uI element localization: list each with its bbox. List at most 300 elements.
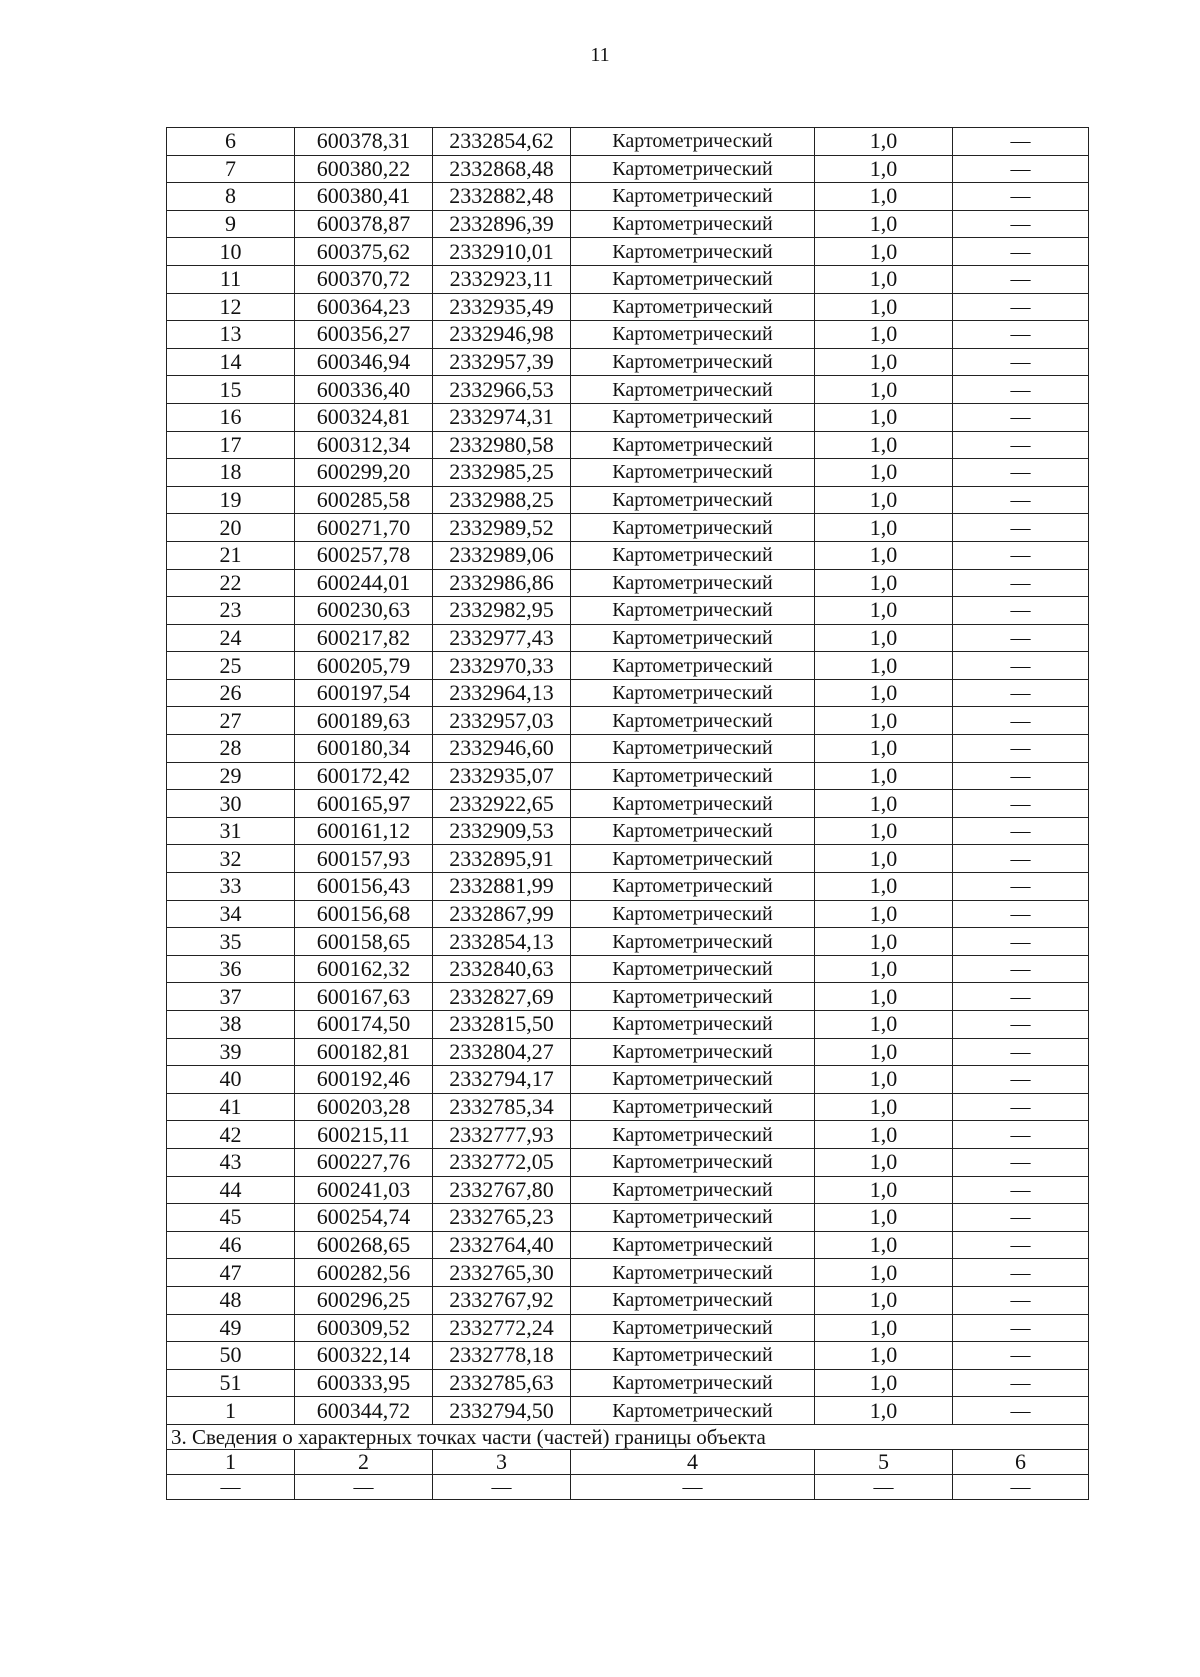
accuracy-cell: 1,0 (815, 293, 953, 321)
table-row (167, 265, 1089, 293)
method-cell: Картометрический (571, 321, 815, 349)
x-coordinate-cell: 600157,93 (295, 845, 433, 873)
description-cell: — (953, 486, 1089, 514)
x-coordinate-cell: 600344,72 (295, 1397, 433, 1425)
accuracy-cell: 1,0 (815, 1176, 953, 1204)
y-coordinate-cell: 2332772,24 (433, 1314, 571, 1342)
y-coordinate-cell: 2332986,86 (433, 569, 571, 597)
method-cell: Картометрический (571, 1231, 815, 1259)
empty-cell: — (571, 1474, 815, 1499)
accuracy-cell: 1,0 (815, 514, 953, 542)
x-coordinate-cell: 600380,22 (295, 155, 433, 183)
x-coordinate-cell: 600271,70 (295, 514, 433, 542)
description-cell: — (953, 1038, 1089, 1066)
x-coordinate-cell: 600346,94 (295, 348, 433, 376)
method-cell: Картометрический (571, 155, 815, 183)
accuracy-cell: 1,0 (815, 1286, 953, 1314)
section-3-title-row (167, 1424, 1089, 1449)
method-cell: Картометрический (571, 1066, 815, 1094)
table-row (167, 210, 1089, 238)
description-cell: — (953, 873, 1089, 901)
y-coordinate-cell: 2332882,48 (433, 183, 571, 211)
description-cell: — (953, 1066, 1089, 1094)
method-cell: Картометрический (571, 983, 815, 1011)
description-cell: — (953, 900, 1089, 928)
y-coordinate-cell: 2332935,49 (433, 293, 571, 321)
x-coordinate-cell: 600158,65 (295, 928, 433, 956)
y-coordinate-cell: 2332982,95 (433, 597, 571, 625)
point-number-cell: 22 (167, 569, 295, 597)
point-number-cell: 19 (167, 486, 295, 514)
method-cell: Картометрический (571, 652, 815, 680)
description-cell: — (953, 707, 1089, 735)
table-row (167, 348, 1089, 376)
method-cell: Картометрический (571, 955, 815, 983)
description-cell: — (953, 210, 1089, 238)
table-row (167, 376, 1089, 404)
method-cell: Картометрический (571, 210, 815, 238)
method-cell: Картометрический (571, 128, 815, 156)
description-cell: — (953, 293, 1089, 321)
point-number-cell: 20 (167, 514, 295, 542)
table-row (167, 431, 1089, 459)
point-number-cell: 1 (167, 1397, 295, 1425)
method-cell: Картометрический (571, 1204, 815, 1232)
table-row (167, 900, 1089, 928)
x-coordinate-cell: 600180,34 (295, 735, 433, 763)
description-cell: — (953, 431, 1089, 459)
point-number-cell: 9 (167, 210, 295, 238)
y-coordinate-cell: 2332794,50 (433, 1397, 571, 1425)
table-row (167, 762, 1089, 790)
point-number-cell: 23 (167, 597, 295, 625)
point-number-cell: 16 (167, 403, 295, 431)
method-cell: Картометрический (571, 459, 815, 487)
x-coordinate-cell: 600257,78 (295, 541, 433, 569)
table-row (167, 1231, 1089, 1259)
table-row (167, 486, 1089, 514)
table-row (167, 569, 1089, 597)
description-cell: — (953, 928, 1089, 956)
method-cell: Картометрический (571, 1011, 815, 1039)
method-cell: Картометрический (571, 1314, 815, 1342)
empty-cell: — (295, 1474, 433, 1499)
y-coordinate-cell: 2332946,98 (433, 321, 571, 349)
y-coordinate-cell: 2332974,31 (433, 403, 571, 431)
point-number-cell: 8 (167, 183, 295, 211)
x-coordinate-cell: 600322,14 (295, 1342, 433, 1370)
y-coordinate-cell: 2332772,05 (433, 1148, 571, 1176)
method-cell: Картометрический (571, 1397, 815, 1425)
x-coordinate-cell: 600189,63 (295, 707, 433, 735)
accuracy-cell: 1,0 (815, 155, 953, 183)
x-coordinate-cell: 600268,65 (295, 1231, 433, 1259)
y-coordinate-cell: 2332764,40 (433, 1231, 571, 1259)
point-number-cell: 41 (167, 1093, 295, 1121)
y-coordinate-cell: 2332957,03 (433, 707, 571, 735)
table-row (167, 707, 1089, 735)
point-number-cell: 13 (167, 321, 295, 349)
description-cell: — (953, 541, 1089, 569)
x-coordinate-cell: 600378,87 (295, 210, 433, 238)
y-coordinate-cell: 2332778,18 (433, 1342, 571, 1370)
table-row (167, 1038, 1089, 1066)
method-cell: Картометрический (571, 817, 815, 845)
table-row (167, 735, 1089, 763)
description-cell: — (953, 1093, 1089, 1121)
method-cell: Картометрический (571, 1093, 815, 1121)
point-number-cell: 43 (167, 1148, 295, 1176)
point-number-cell: 27 (167, 707, 295, 735)
description-cell: — (953, 624, 1089, 652)
y-coordinate-cell: 2332970,33 (433, 652, 571, 680)
accuracy-cell: 1,0 (815, 735, 953, 763)
x-coordinate-cell: 600299,20 (295, 459, 433, 487)
table-row (167, 955, 1089, 983)
point-number-cell: 30 (167, 790, 295, 818)
point-number-cell: 24 (167, 624, 295, 652)
table-row (167, 652, 1089, 680)
accuracy-cell: 1,0 (815, 983, 953, 1011)
method-cell: Картометрический (571, 928, 815, 956)
x-coordinate-cell: 600285,58 (295, 486, 433, 514)
x-coordinate-cell: 600197,54 (295, 679, 433, 707)
accuracy-cell: 1,0 (815, 817, 953, 845)
accuracy-cell: 1,0 (815, 1259, 953, 1287)
table-row (167, 597, 1089, 625)
table-row (167, 293, 1089, 321)
accuracy-cell: 1,0 (815, 845, 953, 873)
y-coordinate-cell: 2332767,80 (433, 1176, 571, 1204)
description-cell: — (953, 238, 1089, 266)
description-cell: — (953, 762, 1089, 790)
method-cell: Картометрический (571, 1286, 815, 1314)
header-cell: 1 (167, 1449, 295, 1474)
y-coordinate-cell: 2332989,52 (433, 514, 571, 542)
y-coordinate-cell: 2332867,99 (433, 900, 571, 928)
accuracy-cell: 1,0 (815, 1397, 953, 1425)
point-number-cell: 42 (167, 1121, 295, 1149)
method-cell: Картометрический (571, 403, 815, 431)
y-coordinate-cell: 2332977,43 (433, 624, 571, 652)
method-cell: Картометрический (571, 1342, 815, 1370)
x-coordinate-cell: 600296,25 (295, 1286, 433, 1314)
method-cell: Картометрический (571, 541, 815, 569)
point-number-cell: 29 (167, 762, 295, 790)
accuracy-cell: 1,0 (815, 486, 953, 514)
x-coordinate-cell: 600156,43 (295, 873, 433, 901)
description-cell: — (953, 1397, 1089, 1425)
description-cell: — (953, 817, 1089, 845)
table-row (167, 1342, 1089, 1370)
table-row (167, 128, 1089, 156)
accuracy-cell: 1,0 (815, 128, 953, 156)
y-coordinate-cell: 2332794,17 (433, 1066, 571, 1094)
accuracy-cell: 1,0 (815, 679, 953, 707)
table-row (167, 541, 1089, 569)
method-cell: Картометрический (571, 238, 815, 266)
table-row (167, 1286, 1089, 1314)
method-cell: Картометрический (571, 431, 815, 459)
table-row (167, 983, 1089, 1011)
description-cell: — (953, 348, 1089, 376)
accuracy-cell: 1,0 (815, 1148, 953, 1176)
table-row (167, 403, 1089, 431)
table-row (167, 1148, 1089, 1176)
method-cell: Картометрический (571, 679, 815, 707)
point-number-cell: 34 (167, 900, 295, 928)
x-coordinate-cell: 600162,32 (295, 955, 433, 983)
accuracy-cell: 1,0 (815, 873, 953, 901)
x-coordinate-cell: 600203,28 (295, 1093, 433, 1121)
point-number-cell: 37 (167, 983, 295, 1011)
x-coordinate-cell: 600333,95 (295, 1369, 433, 1397)
x-coordinate-cell: 600378,31 (295, 128, 433, 156)
method-cell: Картометрический (571, 486, 815, 514)
section-3-block (167, 1424, 1089, 1499)
x-coordinate-cell: 600370,72 (295, 265, 433, 293)
accuracy-cell: 1,0 (815, 955, 953, 983)
y-coordinate-cell: 2332910,01 (433, 238, 571, 266)
table-row (167, 817, 1089, 845)
point-number-cell: 17 (167, 431, 295, 459)
x-coordinate-cell: 600309,52 (295, 1314, 433, 1342)
description-cell: — (953, 1369, 1089, 1397)
description-cell: — (953, 679, 1089, 707)
accuracy-cell: 1,0 (815, 1093, 953, 1121)
table-row (167, 1011, 1089, 1039)
accuracy-cell: 1,0 (815, 1011, 953, 1039)
method-cell: Картометрический (571, 1176, 815, 1204)
accuracy-cell: 1,0 (815, 265, 953, 293)
description-cell: — (953, 1259, 1089, 1287)
point-number-cell: 39 (167, 1038, 295, 1066)
description-cell: — (953, 1286, 1089, 1314)
table-row (167, 1369, 1089, 1397)
section-3-title: 3. Сведения о характерных точках части (частей) границы объекта (167, 1424, 1089, 1449)
x-coordinate-cell: 600380,41 (295, 183, 433, 211)
description-cell: — (953, 1176, 1089, 1204)
page-number: 11 (590, 44, 610, 66)
accuracy-cell: 1,0 (815, 597, 953, 625)
accuracy-cell: 1,0 (815, 624, 953, 652)
y-coordinate-cell: 2332896,39 (433, 210, 571, 238)
y-coordinate-cell: 2332815,50 (433, 1011, 571, 1039)
method-cell: Картометрический (571, 707, 815, 735)
y-coordinate-cell: 2332895,91 (433, 845, 571, 873)
accuracy-cell: 1,0 (815, 376, 953, 404)
accuracy-cell: 1,0 (815, 569, 953, 597)
method-cell: Картометрический (571, 845, 815, 873)
point-number-cell: 10 (167, 238, 295, 266)
accuracy-cell: 1,0 (815, 238, 953, 266)
description-cell: — (953, 597, 1089, 625)
method-cell: Картометрический (571, 1369, 815, 1397)
description-cell: — (953, 321, 1089, 349)
x-coordinate-cell: 600324,81 (295, 403, 433, 431)
point-number-cell: 7 (167, 155, 295, 183)
y-coordinate-cell: 2332957,39 (433, 348, 571, 376)
point-number-cell: 49 (167, 1314, 295, 1342)
accuracy-cell: 1,0 (815, 762, 953, 790)
y-coordinate-cell: 2332966,53 (433, 376, 571, 404)
table-row (167, 238, 1089, 266)
method-cell: Картометрический (571, 293, 815, 321)
table-row (167, 459, 1089, 487)
description-cell: — (953, 459, 1089, 487)
accuracy-cell: 1,0 (815, 1038, 953, 1066)
y-coordinate-cell: 2332804,27 (433, 1038, 571, 1066)
point-number-cell: 26 (167, 679, 295, 707)
method-cell: Картометрический (571, 873, 815, 901)
description-cell: — (953, 955, 1089, 983)
table-row (167, 1259, 1089, 1287)
table-row (167, 1176, 1089, 1204)
x-coordinate-cell: 600165,97 (295, 790, 433, 818)
accuracy-cell: 1,0 (815, 1369, 953, 1397)
section-3-empty-row (167, 1474, 1089, 1499)
accuracy-cell: 1,0 (815, 1066, 953, 1094)
method-cell: Картометрический (571, 1148, 815, 1176)
y-coordinate-cell: 2332989,06 (433, 541, 571, 569)
accuracy-cell: 1,0 (815, 707, 953, 735)
x-coordinate-cell: 600172,42 (295, 762, 433, 790)
description-cell: — (953, 128, 1089, 156)
point-number-cell: 28 (167, 735, 295, 763)
y-coordinate-cell: 2332868,48 (433, 155, 571, 183)
x-coordinate-cell: 600205,79 (295, 652, 433, 680)
y-coordinate-cell: 2332922,65 (433, 790, 571, 818)
method-cell: Картометрический (571, 1259, 815, 1287)
table-row (167, 1397, 1089, 1425)
point-number-cell: 21 (167, 541, 295, 569)
point-number-cell: 36 (167, 955, 295, 983)
method-cell: Картометрический (571, 183, 815, 211)
accuracy-cell: 1,0 (815, 210, 953, 238)
method-cell: Картометрический (571, 569, 815, 597)
description-cell: — (953, 1148, 1089, 1176)
x-coordinate-cell: 600254,74 (295, 1204, 433, 1232)
y-coordinate-cell: 2332854,13 (433, 928, 571, 956)
accuracy-cell: 1,0 (815, 900, 953, 928)
method-cell: Картометрический (571, 348, 815, 376)
point-number-cell: 12 (167, 293, 295, 321)
point-number-cell: 35 (167, 928, 295, 956)
description-cell: — (953, 845, 1089, 873)
table-row (167, 679, 1089, 707)
empty-cell: — (433, 1474, 571, 1499)
y-coordinate-cell: 2332785,34 (433, 1093, 571, 1121)
accuracy-cell: 1,0 (815, 1314, 953, 1342)
y-coordinate-cell: 2332988,25 (433, 486, 571, 514)
accuracy-cell: 1,0 (815, 1231, 953, 1259)
point-number-cell: 6 (167, 128, 295, 156)
point-number-cell: 32 (167, 845, 295, 873)
point-number-cell: 38 (167, 1011, 295, 1039)
point-number-cell: 44 (167, 1176, 295, 1204)
method-cell: Картометрический (571, 900, 815, 928)
table-row (167, 873, 1089, 901)
point-number-cell: 46 (167, 1231, 295, 1259)
x-coordinate-cell: 600364,23 (295, 293, 433, 321)
table-row (167, 928, 1089, 956)
y-coordinate-cell: 2332854,62 (433, 128, 571, 156)
accuracy-cell: 1,0 (815, 790, 953, 818)
point-number-cell: 31 (167, 817, 295, 845)
method-cell: Картометрический (571, 790, 815, 818)
method-cell: Картометрический (571, 265, 815, 293)
table-row (167, 1066, 1089, 1094)
empty-cell: — (815, 1474, 953, 1499)
section-3-header-row (167, 1449, 1089, 1474)
x-coordinate-cell: 600174,50 (295, 1011, 433, 1039)
x-coordinate-cell: 600336,40 (295, 376, 433, 404)
x-coordinate-cell: 600375,62 (295, 238, 433, 266)
method-cell: Картометрический (571, 1121, 815, 1149)
description-cell: — (953, 1011, 1089, 1039)
x-coordinate-cell: 600215,11 (295, 1121, 433, 1149)
x-coordinate-cell: 600182,81 (295, 1038, 433, 1066)
description-cell: — (953, 514, 1089, 542)
table-row (167, 155, 1089, 183)
description-cell: — (953, 735, 1089, 763)
method-cell: Картометрический (571, 514, 815, 542)
point-number-cell: 51 (167, 1369, 295, 1397)
point-number-cell: 14 (167, 348, 295, 376)
table-row (167, 514, 1089, 542)
x-coordinate-cell: 600192,46 (295, 1066, 433, 1094)
point-number-cell: 40 (167, 1066, 295, 1094)
accuracy-cell: 1,0 (815, 652, 953, 680)
description-cell: — (953, 790, 1089, 818)
description-cell: — (953, 376, 1089, 404)
point-number-cell: 11 (167, 265, 295, 293)
description-cell: — (953, 1314, 1089, 1342)
table-row (167, 845, 1089, 873)
x-coordinate-cell: 600312,34 (295, 431, 433, 459)
y-coordinate-cell: 2332946,60 (433, 735, 571, 763)
accuracy-cell: 1,0 (815, 183, 953, 211)
accuracy-cell: 1,0 (815, 459, 953, 487)
table-row (167, 1204, 1089, 1232)
x-coordinate-cell: 600230,63 (295, 597, 433, 625)
x-coordinate-cell: 600282,56 (295, 1259, 433, 1287)
description-cell: — (953, 983, 1089, 1011)
point-number-cell: 15 (167, 376, 295, 404)
coordinates-table-body (167, 128, 1089, 1425)
x-coordinate-cell: 600227,76 (295, 1148, 433, 1176)
accuracy-cell: 1,0 (815, 1204, 953, 1232)
method-cell: Картометрический (571, 597, 815, 625)
accuracy-cell: 1,0 (815, 321, 953, 349)
y-coordinate-cell: 2332765,30 (433, 1259, 571, 1287)
point-number-cell: 18 (167, 459, 295, 487)
accuracy-cell: 1,0 (815, 1342, 953, 1370)
description-cell: — (953, 1342, 1089, 1370)
y-coordinate-cell: 2332985,25 (433, 459, 571, 487)
y-coordinate-cell: 2332909,53 (433, 817, 571, 845)
method-cell: Картометрический (571, 376, 815, 404)
description-cell: — (953, 403, 1089, 431)
header-cell: 6 (953, 1449, 1089, 1474)
table-row (167, 1093, 1089, 1121)
table-row (167, 790, 1089, 818)
description-cell: — (953, 265, 1089, 293)
point-number-cell: 50 (167, 1342, 295, 1370)
header-cell: 4 (571, 1449, 815, 1474)
y-coordinate-cell: 2332777,93 (433, 1121, 571, 1149)
empty-cell: — (167, 1474, 295, 1499)
